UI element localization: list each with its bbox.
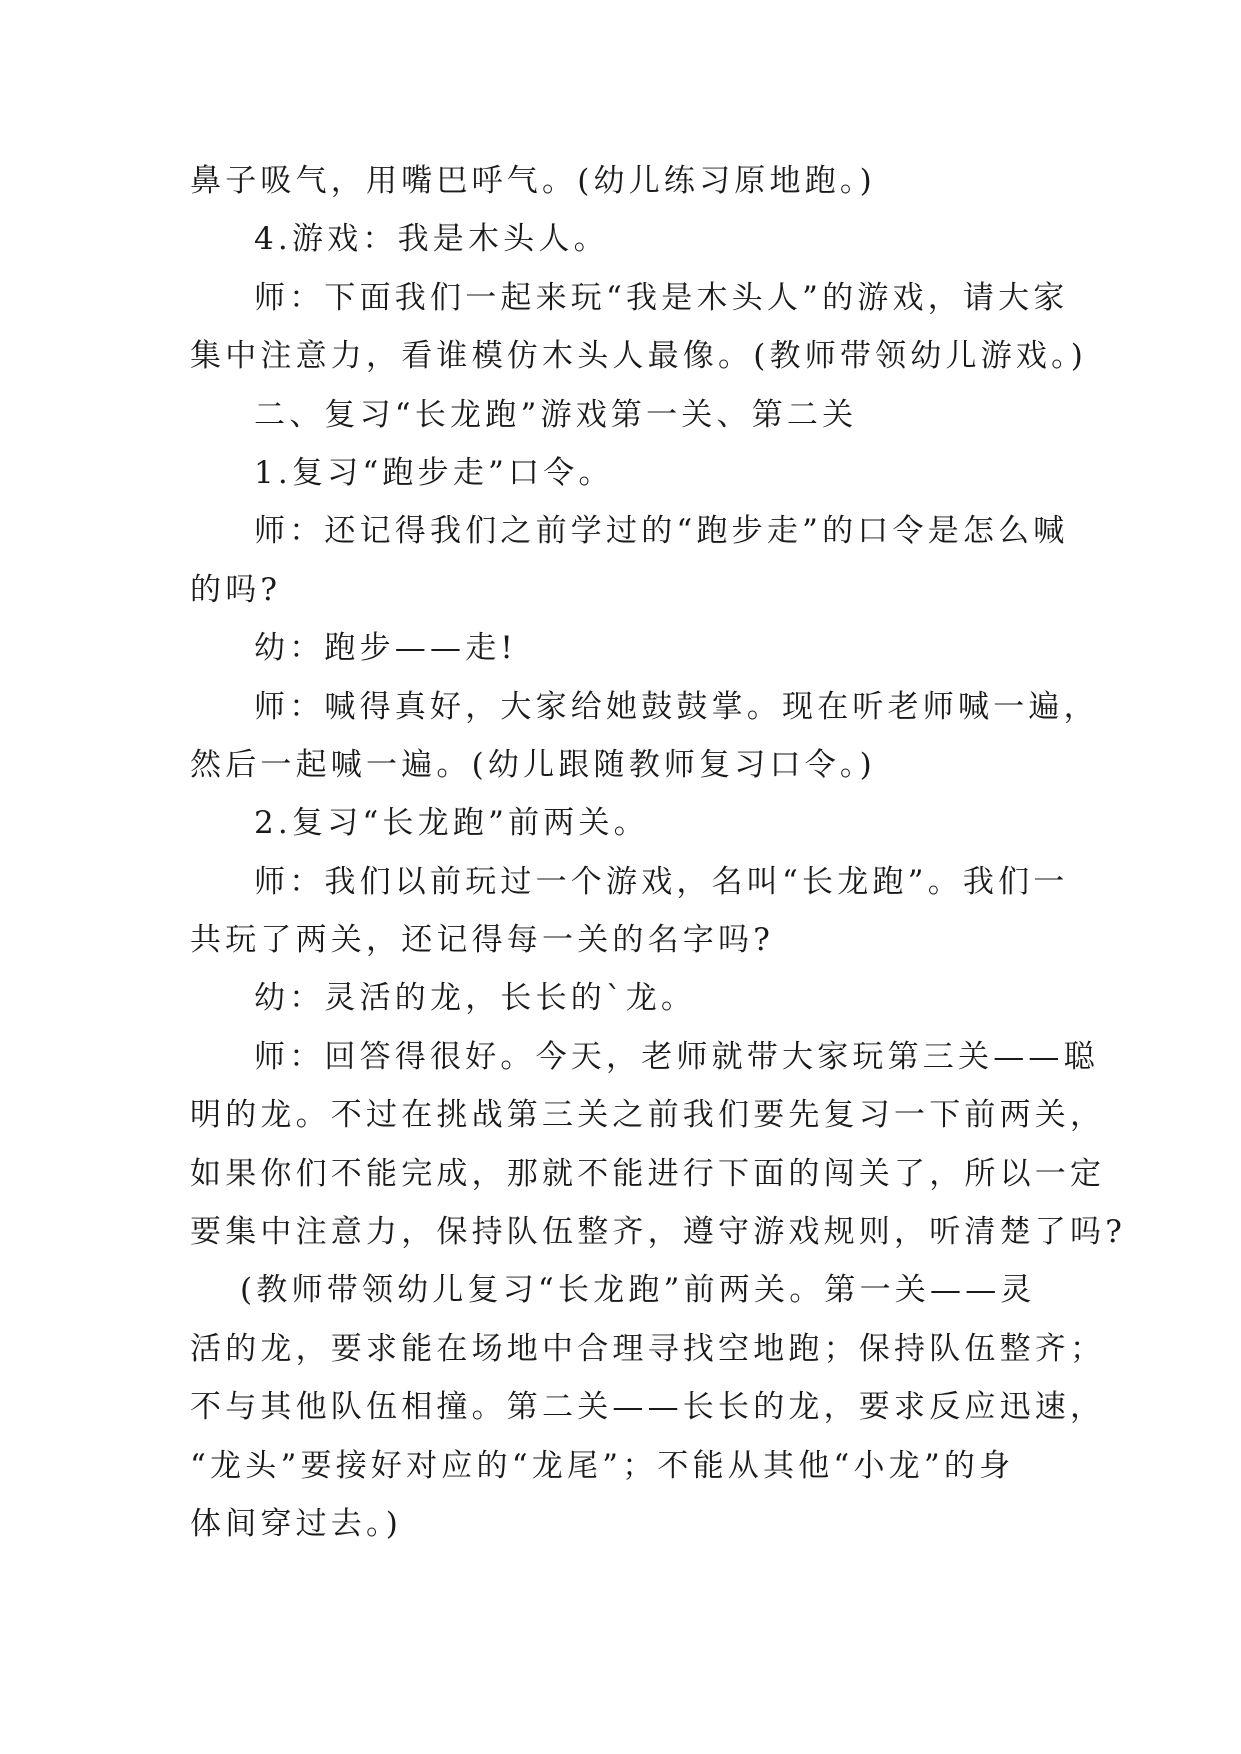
text-line: 师：我们以前玩过一个游戏，名叫“长龙跑”。我们一 [254,863,1069,900]
text-line: 不与其他队伍相撞。第二关——长长的龙，要求反应迅速， [190,1389,1106,1426]
text-line: 共玩了两关，还记得每一关的名字吗? [190,922,775,959]
text-line: 4.游戏：我是木头人。 [254,221,609,258]
text-line: “龙头”要接好对应的“龙尾”；不能从其他“小龙”的身 [190,1447,1015,1484]
document-body [190,152,1127,1553]
text-line: 要集中注意力，保持队伍整齐，遵守游戏规则，听清楚了吗? [190,1214,1127,1251]
text-line: 师：回答得很好。今天，老师就带大家玩第三关——聪 [254,1038,1099,1075]
text-line: 集中注意力，看谁模仿木头人最像。(教师带领幼儿游戏。) [190,338,1088,375]
text-line: 幼：灵活的龙，长长的`龙。 [254,980,697,1017]
text-line: 的吗? [190,571,282,608]
text-line: 2.复习“长龙跑”前两关。 [254,805,649,842]
text-line: 师：喊得真好，大家给她鼓鼓掌。现在听老师喊一遍， [254,688,1099,725]
section-heading: 二、复习“长龙跑”游戏第一关、第二关 [254,396,858,433]
text-line: 师：还记得我们之前学过的“跑步走”的口令是怎么喊 [254,513,1069,550]
text-line: 活的龙，要求能在场地中合理寻找空地跑；保持队伍整齐； [190,1330,1106,1367]
text-line: 幼：跑步——走! [254,630,518,667]
text-line: 1.复习“跑步走”口令。 [254,454,614,491]
text-line: 如果你们不能完成，那就不能进行下面的闯关了，所以一定 [190,1155,1106,1192]
text-line: 鼻子吸气，用嘴巴呼气。(幼儿练习原地跑。) [190,163,876,199]
text-line: 明的龙。不过在挑战第三关之前我们要先复习一下前两关， [190,1097,1106,1134]
text-line: 师：下面我们一起来玩“我是木头人”的游戏，请大家 [254,279,1069,316]
text-line: 体间穿过去。) [190,1505,402,1542]
text-line: 然后一起喊一遍。(幼儿跟随教师复习口令。) [190,746,876,783]
text-line: (教师带领幼儿复习“长龙跑”前两关。第一关——灵 [240,1272,1036,1309]
